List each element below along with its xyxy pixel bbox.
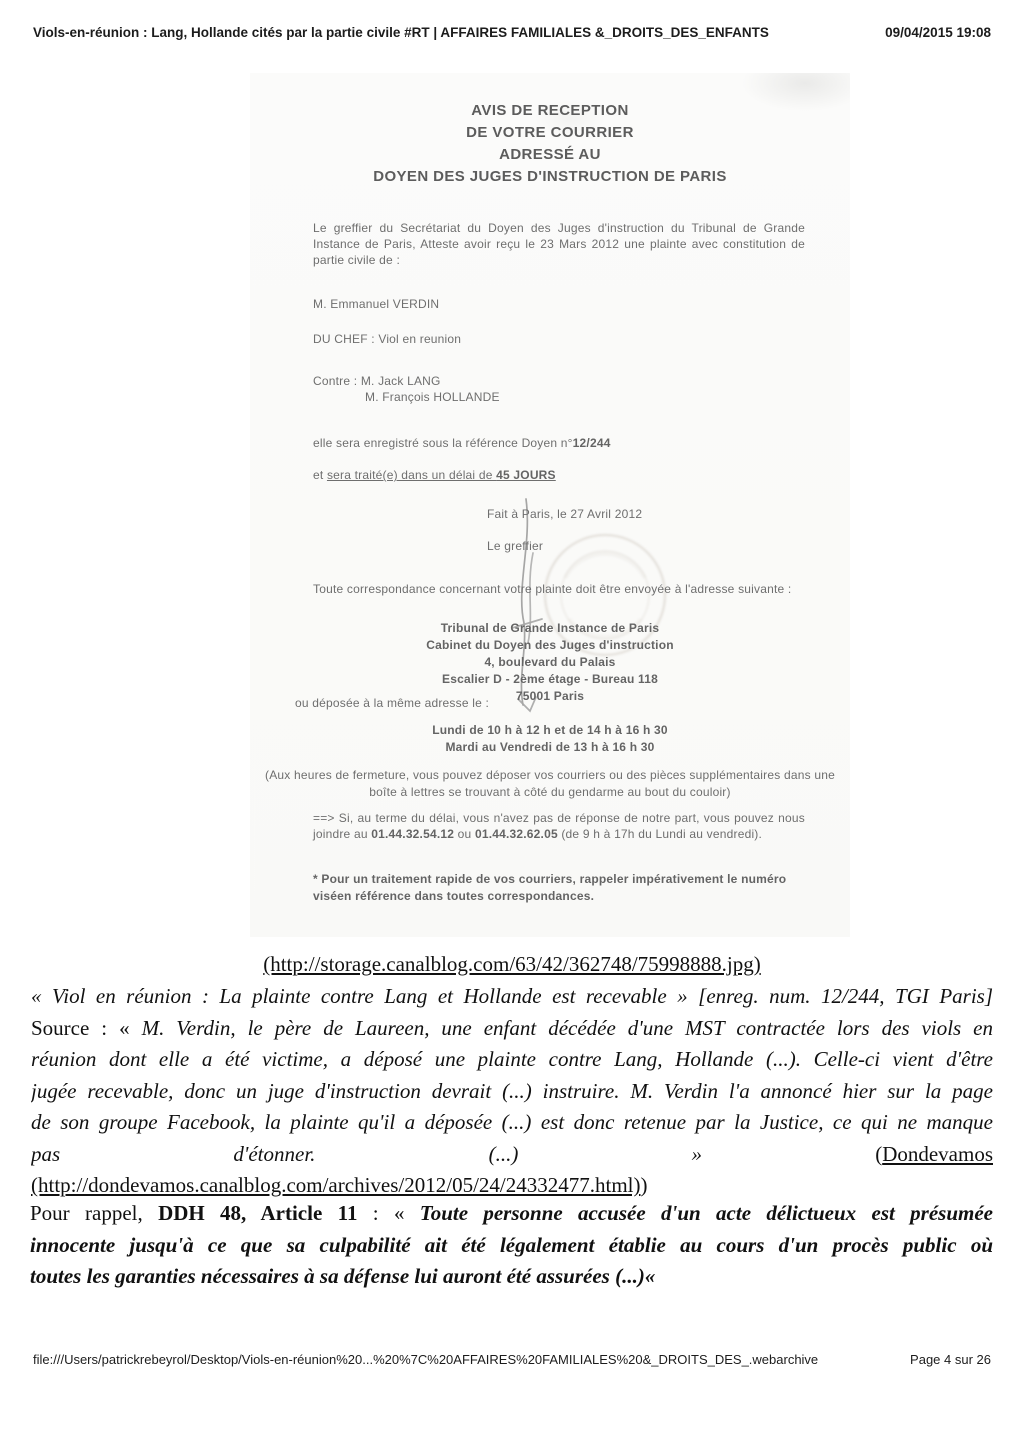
phone-number: 01.44.32.62.05 — [474, 827, 558, 841]
phone-number: 01.44.32.54.12 — [371, 827, 455, 841]
scan-correspondence-note: Toute correspondance concernant votre plainte doit être envoyée à l'adresse suivante : — [313, 582, 792, 596]
scan-plaintiff: M. Emmanuel VERDIN — [313, 297, 440, 311]
scan-opening-hours — [270, 722, 830, 756]
quote-line: « Viol en réunion : La plainte contre Lang et Hollande est recevable » [enreg. num. 12/244, TGI Paris] — [31, 984, 993, 1008]
scan-defendant-line: Contre : M. Jack LANG — [313, 374, 441, 388]
scan-date-place: Fait à Paris, le 27 Avril 2012 — [487, 507, 643, 521]
scan-address-line: Cabinet du Doyen des Juges d'instruction — [426, 638, 674, 652]
scan-hours-line: Lundi de 10 h à 12 h et de 14 h à 16 h 30 — [432, 723, 668, 737]
page-number: Page 4 sur 26 — [910, 1352, 991, 1367]
scan-address-line: 75001 Paris — [515, 689, 585, 703]
scan-closure-note: (Aux heures de fermeture, vous pouvez déposer vos courriers ou des pièces supplémentaires dans une boîte à lettres se trouvant à côté du gendarme au bout du couloir) — [265, 768, 835, 799]
dondevamos-url-link[interactable]: (http://dondevamos.canalblog.com/archives/2012/05/24/24332477.html) — [31, 1173, 641, 1197]
file-path: file:///Users/patrickrebeyrol/Desktop/Viols-en-réunion%20...%20%7C%20AFFAIRES%20FAMILIALES%20&_DROITS_DES_.webarchive — [33, 1352, 819, 1367]
scan-charge: DU CHEF : Viol en reunion — [313, 332, 462, 346]
scan-intro-paragraph: Le greffier du Secrétariat du Doyen des Juges d'instruction du Tribunal de Grande Instance de Paris, Atteste avoir reçu le 23 Mars 2012 une plainte avec constitution de partie civile de : — [313, 221, 805, 267]
scan-title-line: AVIS DE RECEPTION — [471, 102, 629, 119]
scan-reference-line: elle sera enregistré sous la référence Doyen n°12/244 — [313, 436, 611, 450]
quote-line: jugée recevable, donc un juge d'instruction devrait (...) instruire. M. Verdin l'a annoncé hier sur la page — [31, 1078, 993, 1103]
scan-phone-paragraph: ==> Si, au terme du délai, vous n'avez pas de réponse de notre part, vous pouvez nous joindre au 01.44.32.54.12 ou 01.44.32.62.05 (de 9 h à 17h du Lundi au vendredi). — [313, 811, 805, 841]
document-title: Viols-en-réunion : Lang, Hollande cités par la partie civile #RT | AFFAIRES FAMILIALES &_DROITS_DES_ENFANTS — [33, 25, 769, 40]
scan-address-line: Tribunal de Grande Instance de Paris — [440, 621, 660, 635]
scan-deposit-note: ou déposée à la même adresse le : — [295, 696, 490, 710]
scan-address-line: Escalier D - 2ème étage - Bureau 118 — [442, 672, 658, 686]
quote-line-justified: pas d'étonner. (...) » (Dondevamos — [31, 1141, 993, 1166]
dondevamos-link[interactable]: Dondevamos — [882, 1141, 993, 1166]
scan-title-line: DE VOTRE COURRIER — [466, 124, 634, 141]
article-body — [31, 948, 993, 1202]
scan-signatory: Le greffier — [487, 539, 544, 553]
scan-defendant-line: M. François HOLLANDE — [365, 390, 500, 404]
delay-duration: 45 JOURS — [496, 468, 556, 482]
scan-address-block — [270, 620, 830, 705]
scan-title-line: ADRESSÉ AU — [499, 146, 601, 163]
ddh-reference: DDH 48, Article 11 — [158, 1201, 358, 1225]
source-url-line: (http://dondevamos.canalblog.com/archives/2012/05/24/24332477.html)) — [31, 1173, 648, 1197]
scan-defendants — [313, 373, 500, 405]
rappel-line: innocente jusqu'à ce que sa culpabilité ait été légalement établie au cours d'un procès public où — [30, 1232, 993, 1257]
quote-line: réunion dont elle a été victime, a déposé une plainte contre Lang, Hollande (...). Celle-ci vient d'être — [31, 1047, 993, 1071]
scan-title-line: DOYEN DES JUGES D'INSTRUCTION DE PARIS — [373, 168, 727, 185]
rappel-paragraph — [30, 1198, 993, 1293]
quote-line: de son groupe Facebook, la plainte qu'il a déposée (...) est donc retenue par la Justice, ce qui ne manque — [31, 1110, 993, 1134]
scan-delay-line: et sera traité(e) dans un délai de 45 JOURS — [313, 468, 556, 482]
image-source-link-line — [31, 948, 993, 981]
page-footer — [33, 1352, 991, 1367]
scan-footnote: * Pour un traitement rapide de vos courriers, rappeler impérativement le numéro viséen référence dans toutes correspondances. — [313, 872, 787, 903]
print-datetime: 09/04/2015 19:08 — [885, 25, 991, 40]
storage-image-link[interactable]: (http://storage.canalblog.com/63/42/362748/75998888.jpg) — [263, 952, 761, 976]
rappel-line: toutes les garanties nécessaires à sa défense lui auront été assurées (...)« — [30, 1264, 656, 1288]
scanned-document-image — [250, 73, 850, 937]
rappel-line: Pour rappel, DDH 48, Article 11 : « Toute personne accusée d'un acte délictueux est présumée — [30, 1201, 993, 1225]
reference-number: 12/244 — [572, 436, 611, 450]
scan-title-block — [250, 100, 850, 188]
quote-line: Source : « M. Verdin, le père de Laureen, une enfant décédée d'une MST contractée lors des viols en — [31, 1015, 993, 1040]
page-header — [33, 25, 991, 40]
scan-hours-line: Mardi au Vendredi de 13 h à 16 h 30 — [445, 740, 655, 754]
scan-address-line: 4, boulevard du Palais — [484, 655, 616, 669]
